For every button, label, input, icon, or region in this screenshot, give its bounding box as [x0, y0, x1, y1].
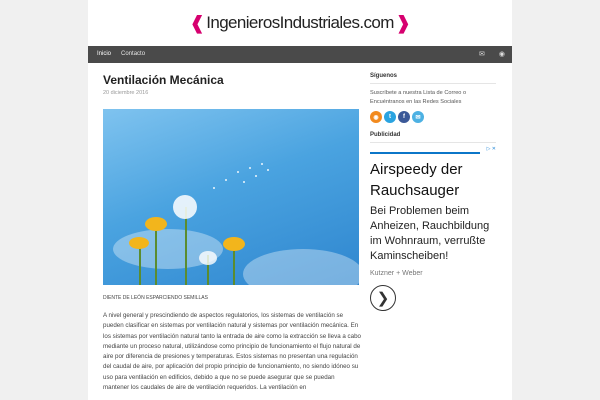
- mail-icon[interactable]: ✉: [479, 51, 485, 58]
- rss-icon[interactable]: ◉: [498, 51, 505, 58]
- ad-top-bar: [370, 152, 480, 154]
- nav-item-inicio[interactable]: Inicio: [97, 51, 112, 57]
- ad-headline[interactable]: Airspeedy der Rauchsauger: [370, 161, 463, 199]
- adchoices-icon[interactable]: ▷ ✕: [486, 146, 496, 152]
- email-icon[interactable]: ✉: [412, 111, 424, 123]
- follow-widget-text: Suscríbete a nuestra Lista de Correo o Encuéntranos en las Redes Sociales: [370, 90, 467, 105]
- article: [103, 73, 361, 393]
- facebook-icon[interactable]: f: [398, 111, 410, 123]
- nav-icons: [479, 46, 512, 63]
- article-title[interactable]: Ventilación Mecánica: [103, 73, 224, 87]
- sidebar: [370, 73, 496, 311]
- follow-widget-title: Síguenos: [370, 73, 496, 84]
- ad-source: Kutzner + Weber: [370, 270, 423, 277]
- article-date: 20 diciembre 2016: [103, 90, 149, 96]
- social-links: [370, 111, 496, 123]
- article-image: [103, 109, 359, 285]
- main-nav: [88, 46, 512, 63]
- logo-text: IngenierosIndustriales.com: [206, 13, 394, 32]
- ad-text: Bei Problemen beim Anheizen, Rauchbildung im Wohnraum, verrußte Kaminscheiben!: [370, 205, 490, 262]
- logo-left-bracket: ❰: [189, 12, 205, 33]
- site-header: [88, 0, 512, 46]
- rss-icon[interactable]: ◉: [370, 111, 382, 123]
- ads-widget-title: Publicidad: [370, 132, 496, 143]
- twitter-icon[interactable]: t: [384, 111, 396, 123]
- article-body: A nivel general y prescindiendo de aspectos regulatorios, los sistemas de ventilación se pueden clasificar en sistemas por ventilación natural y sistemas por ventilación mecánica. En los sistemas por ventilación natural tanto la entrada de aire como la extracción se lleva a cabo mediante un proceso natural, utilizándose como principio de funcionamiento el flujo natural de aire por diferencia de presiones y temperaturas. Estos sistemas no presentan una regulación del caudal de aire, por aplicación del propio principio de funcionamiento, no siendo idóneo su uso para ventilación en edificios, debido a que no se puede asegurar que se puedan mantener los caudales de aire de ventilación requeridos. La ventilación en: [103, 312, 361, 392]
- logo-right-bracket: ❱: [395, 12, 411, 33]
- image-caption: DIENTE DE LEÓN ESPARCIENDO SEMILLAS: [103, 295, 208, 301]
- nav-item-contacto[interactable]: Contacto: [121, 51, 146, 57]
- page: [88, 0, 512, 400]
- ad-block[interactable]: [370, 146, 496, 311]
- ad-next-button[interactable]: ❯: [370, 285, 396, 311]
- site-logo[interactable]: [190, 13, 411, 34]
